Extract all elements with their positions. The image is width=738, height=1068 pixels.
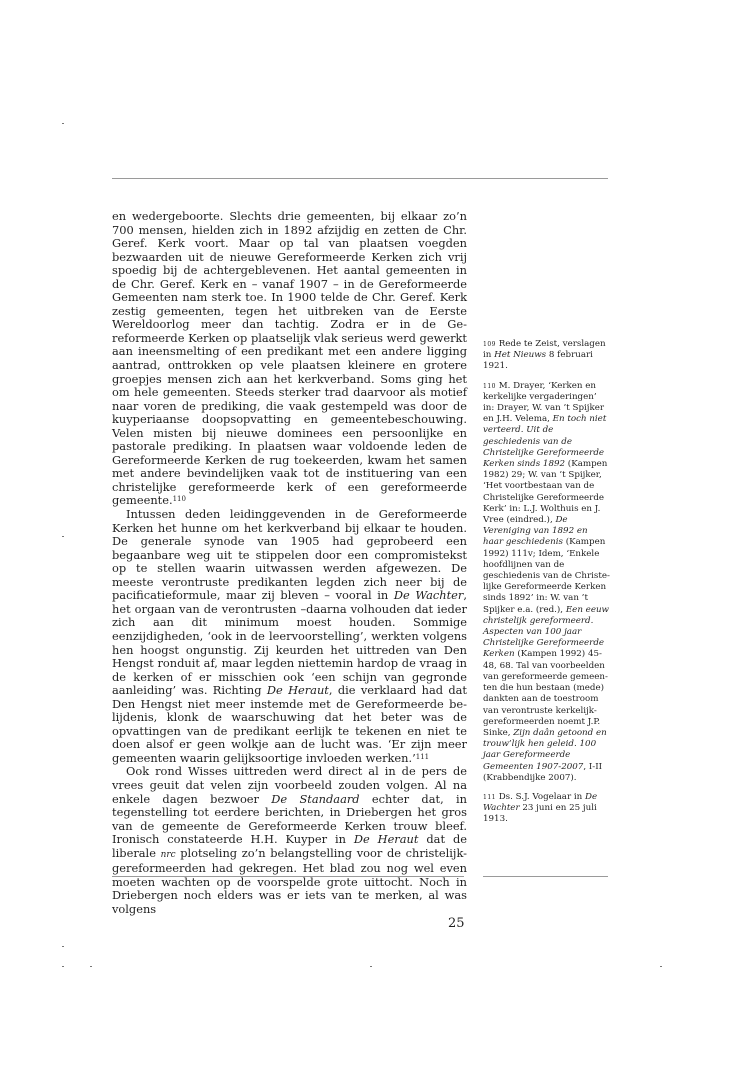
text-run: (Kampen 1992) 45-48, 68. Tal van voorbeelden van gereformeerde gemeenten die hun bestaan (mede) dankten aan de toestroom van verontruste kerkelijk-gereformeerden noemt J.P. Sinke, bbox=[483, 649, 608, 738]
italic-text: De Wachter bbox=[483, 791, 598, 814]
footnote-number: 111 bbox=[483, 793, 496, 801]
page-number: 25 bbox=[448, 916, 465, 931]
text-run: Rede te Zeist, verslagen in bbox=[483, 339, 606, 361]
text-run: , het orgaan van de verontrusten –daarna volhouden dat ieder zich aan dit minimum moest houden. Sommige eenzijdigheden, ‘ook in de leervoorstelling’, werkten volgens hen hoogst ongunstig. Zij keurden het uittreden van Den Hengst ronduit af, maar legden niettemin hardop de vraag in de kerken of er misschien ook ‘een schijn van gegronde aanleiding’ was. Richting bbox=[112, 588, 467, 698]
paragraph bbox=[112, 765, 467, 916]
text-run: echter dat, in tegenstelling tot eerdere berichten, in Driebergen het gros van de gemeente de Gereformeerde Kerken trouw bleef. Ironisch constateerde H.H. Kuyper in bbox=[112, 791, 467, 847]
italic-text: Een eeuw christelijk gereformeerd. Aspecten van 100 jaar Christelijke Gereformeerde Kerken bbox=[483, 604, 609, 660]
italic-text: Zijn daân getoond en trouw’lijk hen geleid. 100 jaar Gereformeerde Gemeenten 1907-2007 bbox=[483, 727, 607, 772]
text-run: 8 februari 1921. bbox=[483, 350, 593, 372]
text-run: Ds. S.J. Vogelaar in bbox=[498, 791, 585, 802]
footnote bbox=[483, 792, 610, 826]
footnote-reference: 110 bbox=[172, 495, 186, 504]
text-run: , I-II (Krabbendijke 2007). bbox=[483, 761, 603, 783]
text-run: dat de liberale bbox=[112, 832, 467, 860]
italic-text: nrc bbox=[160, 849, 176, 860]
text-run: M. Drayer, ‘Kerken en kerkelijke vergaderingen’ in: Drayer, W. van ’t Spijker en J.H. Velema, bbox=[483, 380, 605, 425]
crop-mark bbox=[62, 946, 64, 947]
footnote bbox=[483, 339, 610, 373]
footnote-number: 110 bbox=[483, 382, 496, 390]
top-rule bbox=[112, 178, 608, 179]
paragraph bbox=[112, 210, 467, 508]
text-run: plotseling zo’n belangstelling voor de christelijk-gereformeerden had gekregen. Het blad zou nog wel even moeten wachten op de voorspelde grote uittocht. Noch in Driebergen noch elders was er iets van te merken, al was volgens bbox=[112, 845, 467, 916]
text-run: en wedergeboorte. Slechts drie gemeenten, bij elkaar zo’n 700 mensen, hielden zich in 1892 afzijdig en zetten de Chr. Geref. Kerk voort. Maar op tal van plaatsen voegden bezwaarden uit de nieuwe Gereformeerde Kerken zich vrij spoedig bij de achtergeblevenen. Het aantal gemeenten in de Chr. Geref. Kerk en – vanaf 1907 – in de Gereformeerde Gemeenten nam sterk toe. In 1900 telde de Chr. Geref. Kerk zestig gemeenten, tegen het uitbreken van de Eerste Wereldoorlog meer dan tachtig. Zodra er in de Gereformeerde Kerken op plaatselijk vlak serieus werd gewerkt aan ineensmelting of een predikant met een andere ligging aantrad, onttrokken op vele plaatsen kleinere en grotere groepjes mensen zich aan het kerkverband. Soms ging het om hele gemeenten. Steeds sterker trad daarvoor als motief naar voren de prediking, die vaak gestempeld was door de kuyperiaanse doopsopvatting en gemeentebeschouwing. Velen misten bij nieuwe dominees een persoonlijke en pastorale prediking. In plaatsen waar voldoende leden de Gereformeerde Kerken de rug toekeerden, kwam het samen met andere bevindelijken vaak tot de instituering van een christelijke gereformeerde kerk of een gereformeerde gemeente. bbox=[112, 209, 467, 508]
text-run: (Kampen 1992) 111v; Idem, ‘Enkele hoofdlijnen van de geschiedenis van de Christelijke Gereformeerde Kerken sinds 1892’ in: W. van ’t Spijker e.a. (red.), bbox=[483, 537, 610, 615]
footnote bbox=[483, 381, 610, 784]
crop-mark bbox=[90, 966, 92, 967]
text-run: 23 juni en 25 juli 1913. bbox=[483, 803, 597, 825]
crop-mark bbox=[62, 966, 64, 967]
main-text-column bbox=[112, 210, 467, 916]
crop-mark bbox=[660, 966, 662, 967]
footnotes-column bbox=[483, 339, 610, 834]
italic-text: En toch niet verteerd. Uit de geschiedenis van de Christelijke Gereformeerde Kerken sinds 1892 bbox=[483, 414, 607, 470]
italic-text: Het Nieuws bbox=[494, 350, 547, 361]
italic-text: De Heraut bbox=[266, 683, 329, 698]
crop-mark bbox=[370, 966, 372, 967]
crop-mark bbox=[62, 536, 64, 537]
italic-text: De Heraut bbox=[353, 832, 419, 847]
footnote-reference: 111 bbox=[415, 752, 430, 761]
bottom-rule-notes bbox=[483, 876, 608, 877]
italic-text: De Wachter bbox=[393, 588, 464, 603]
crop-mark bbox=[62, 123, 64, 124]
text-run: Intussen deden leidinggevenden in de Gereformeerde Kerken het hunne om het kerkverband bij elkaar te houden. De generale synode van 1905 had geprobeerd een begaanbare weg uit te stippelen door een compromistekst op te stellen waarin uitwassen werden afgewezen. De meeste verontruste predikanten legden zich neer bij de pacificatieformule, maar zij bleven – vooral in bbox=[112, 507, 467, 603]
paragraph bbox=[112, 508, 467, 765]
text-run: (Kampen 1982) 29; W. van ’t Spijker, ‘Het voortbestaan van de Christelijke Gereformeerde Kerk’ in: L.J. Wolthuis en J. Vree (eindred.), bbox=[483, 459, 608, 526]
italic-text: De Vereniging van 1892 en haar geschiedenis bbox=[483, 515, 588, 548]
text-run: Ook rond Wisses uittreden werd direct al in de pers de vrees geuit dat velen zijn voorbeeld zouden volgen. Al na enkele dagen bezwoer bbox=[112, 764, 467, 806]
footnote-number: 109 bbox=[483, 341, 496, 348]
text-run: , die verklaard had dat Den Hengst niet meer instemde met de Gereformeerde belijdenis, klonk de waarschuwing dat het beter was de opvattingen van de predikant eerlijk te tekenen en niet te doen alsof er geen wolkje aan de lucht was. ‘Er zijn meer gemeenten waarin gelijksoortige invloeden werken.’ bbox=[112, 683, 468, 765]
italic-text: De Standaard bbox=[271, 791, 360, 806]
